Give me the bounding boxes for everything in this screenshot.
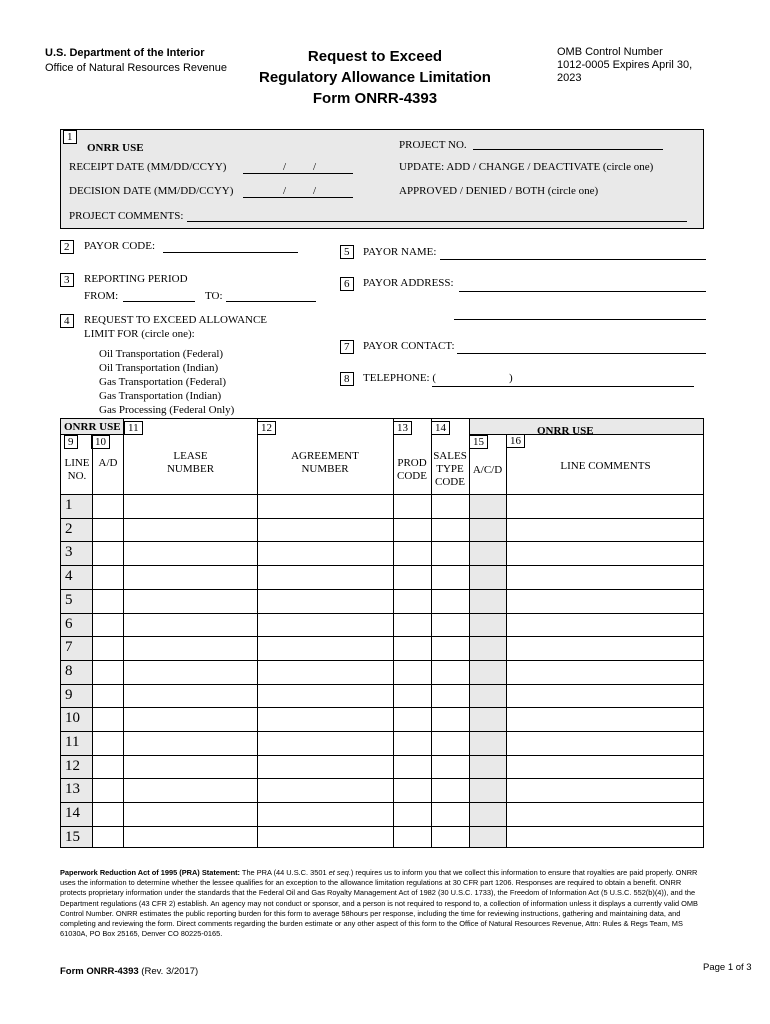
box-number-3: 3 (60, 273, 74, 287)
box-number-7: 7 (340, 340, 354, 354)
onrr-use-right-label: ONRR USE (537, 425, 594, 437)
table-row[interactable] (61, 518, 703, 542)
table-row[interactable] (61, 613, 703, 637)
pra-text-1: The PRA (44 U.S.C. 3501 (240, 868, 329, 877)
payor-contact-label: PAYOR CONTACT: (363, 340, 455, 352)
row-number: 4 (65, 568, 73, 585)
omb-line1: OMB Control Number (557, 46, 663, 58)
col-number-15: 15 (469, 435, 488, 449)
omb-line2: 1012-0005 Expires April 30, (557, 59, 693, 71)
header-subdivider (469, 434, 703, 435)
payor-code-field[interactable] (163, 252, 298, 253)
request-line2: LIMIT FOR (circle one): (84, 328, 195, 340)
agency-block (45, 46, 227, 76)
row-number: 14 (65, 805, 80, 822)
payor-name-field[interactable] (440, 259, 706, 260)
col-number-13: 13 (393, 421, 412, 435)
header-sales-type-code: SALES TYPE CODE (433, 450, 467, 488)
table-row[interactable] (61, 541, 703, 565)
onrr-use-box (60, 129, 704, 229)
row-number: 1 (65, 497, 73, 513)
table-row[interactable] (61, 589, 703, 613)
table-row[interactable] (61, 731, 703, 755)
row-number: 6 (65, 615, 73, 632)
project-comments-field[interactable] (187, 221, 687, 222)
payor-address-field-2[interactable] (454, 319, 706, 320)
box-number-2: 2 (60, 240, 74, 254)
col-number-9: 9 (64, 435, 78, 449)
update-options[interactable]: UPDATE: ADD / CHANGE / DEACTIVATE (circle one) (399, 161, 654, 173)
agency-line1: U.S. Department of the Interior (45, 47, 205, 59)
project-comments-label: PROJECT COMMENTS: (69, 210, 184, 222)
box-number-4: 4 (60, 314, 74, 328)
telephone-label: TELEPHONE: ( (363, 372, 437, 384)
box-number-5: 5 (340, 245, 354, 259)
payor-address-field[interactable] (459, 291, 706, 292)
option-gas-indian[interactable]: Gas Transportation (Indian) (99, 390, 222, 402)
payor-contact-field[interactable] (457, 353, 706, 354)
row-number: 5 (65, 591, 73, 608)
title-line2: Regulatory Allowance Limitation (259, 69, 491, 86)
row-number: 3 (65, 544, 73, 561)
payor-code-label: PAYOR CODE: (84, 240, 156, 252)
page-number: Page 1 of 3 (703, 962, 752, 973)
line-items-table (60, 418, 704, 848)
reporting-period-label: REPORTING PERIOD (84, 273, 188, 285)
form-rev: (Rev. 3/2017) (138, 966, 199, 977)
telephone-field[interactable] (432, 386, 694, 387)
header-agreement-number: AGREEMENT NUMBER (291, 450, 359, 475)
table-row[interactable] (61, 826, 703, 848)
pra-text-2: ) requires us to inform you that we collect this information to ensure that royalties are paid properly. ONRR uses the information to determine whether the lessee qualifies for an exception to the allowance limitation regulations at 30 CFR part 1206. Responses are required to obtain a benefit. ONRR protects proprietary information under the standards that the Federal Oil and Gas Royalty Management Act of 1982 (30 U.S.C. 1733), the Freedom of Information Act (5 U.S.C. 552(b)(4)), and the Department regulations (43 CFR 2) establish. An agency may not conduct or sponsor, and a person is not required to respond to, a collection of information unless it displays a currently valid OMB Control Number. ONRR estimates the public reporting burden for this form to average 58hours per response, including the time for reviewing instructions, gathering and maintaining data, and completing and reviewing the form. Direct comments regarding the burden estimate or any other aspect of this form to the Office of Natural Resources Revenue, Attn: Rules & Regs Team, MS 61030A, PO Box 25165, Denver CO 80225-0165. (60, 868, 698, 939)
option-oil-federal[interactable]: Oil Transportation (Federal) (99, 348, 224, 360)
pra-statement (60, 868, 708, 939)
onrr-use-left-label: ONRR USE (64, 421, 121, 433)
title-line3: Form ONRR-4393 (312, 90, 438, 107)
option-oil-indian[interactable]: Oil Transportation (Indian) (99, 362, 219, 374)
row-number: 12 (65, 757, 80, 774)
to-label: TO: (205, 290, 223, 302)
table-row[interactable] (61, 707, 703, 731)
receipt-date-field[interactable] (243, 173, 353, 174)
header-acd: A/C/D (472, 464, 503, 476)
header-line-no: LINE NO. (64, 457, 90, 482)
pra-text-italic: et seq. (328, 868, 351, 877)
allowance-options (99, 347, 234, 417)
row-number: 8 (65, 662, 73, 679)
from-field[interactable] (123, 301, 195, 302)
date-slash: / (283, 185, 287, 197)
approval-options[interactable]: APPROVED / DENIED / BOTH (circle one) (399, 185, 599, 197)
row-number: 2 (65, 520, 73, 537)
project-no-field[interactable] (473, 149, 663, 150)
header-ad: A/D (98, 457, 118, 469)
table-row[interactable] (61, 755, 703, 779)
from-label: FROM: (84, 290, 119, 302)
header-line-comments: LINE COMMENTS (560, 460, 651, 472)
box-number-1: 1 (63, 130, 77, 144)
title-line1: Request to Exceed (307, 48, 443, 65)
col-number-14: 14 (431, 421, 450, 435)
row-number: 9 (65, 686, 73, 703)
payor-name-label: PAYOR NAME: (363, 246, 437, 258)
col-number-10: 10 (91, 435, 110, 449)
table-row[interactable] (61, 778, 703, 802)
table-row[interactable] (61, 684, 703, 708)
table-row[interactable] (61, 565, 703, 589)
row-number: 15 (65, 828, 80, 845)
to-field[interactable] (226, 301, 316, 302)
payor-address-label: PAYOR ADDRESS: (363, 277, 454, 289)
omb-line3: 2023 (557, 72, 582, 84)
box-number-6: 6 (340, 277, 354, 291)
table-row[interactable] (61, 494, 703, 518)
request-line1: REQUEST TO EXCEED ALLOWANCE (84, 314, 268, 326)
col-number-12: 12 (257, 421, 276, 435)
row-number: 10 (65, 710, 80, 727)
date-slash: / (313, 161, 317, 173)
row-number: 7 (65, 639, 73, 656)
onrr-use-label: ONRR USE (87, 142, 144, 154)
table-row[interactable] (61, 660, 703, 684)
header-subdivider (61, 434, 123, 435)
omb-block (557, 46, 727, 85)
date-slash: / (283, 161, 287, 173)
decision-date-label: DECISION DATE (MM/DD/CCYY) (69, 185, 234, 197)
decision-date-field[interactable] (243, 197, 353, 198)
agency-line2: Office of Natural Resources Revenue (45, 62, 227, 74)
header-prod-code: PROD CODE (397, 457, 427, 482)
form-id: Form ONRR-4393 (60, 966, 139, 977)
col-number-16: 16 (506, 434, 525, 448)
row-number: 13 (65, 781, 80, 798)
option-gas-federal[interactable]: Gas Transportation (Federal) (99, 376, 227, 388)
project-no-label: PROJECT NO. (399, 139, 467, 151)
row-number: 11 (65, 734, 80, 750)
form-title (245, 46, 505, 109)
box-number-8: 8 (340, 372, 354, 386)
header-lease-number: LEASE NUMBER (166, 450, 215, 475)
form-revision (60, 966, 198, 977)
pra-heading: Paperwork Reduction Act of 1995 (PRA) Statement: (60, 868, 241, 877)
option-gas-processing[interactable]: Gas Processing (Federal Only) (99, 404, 235, 416)
receipt-date-label: RECEIPT DATE (MM/DD/CCYY) (69, 161, 227, 173)
date-slash: / (313, 185, 317, 197)
col-number-11: 11 (124, 421, 143, 435)
telephone-close: ) (509, 372, 513, 384)
table-row[interactable] (61, 802, 703, 826)
table-row[interactable] (61, 636, 703, 660)
